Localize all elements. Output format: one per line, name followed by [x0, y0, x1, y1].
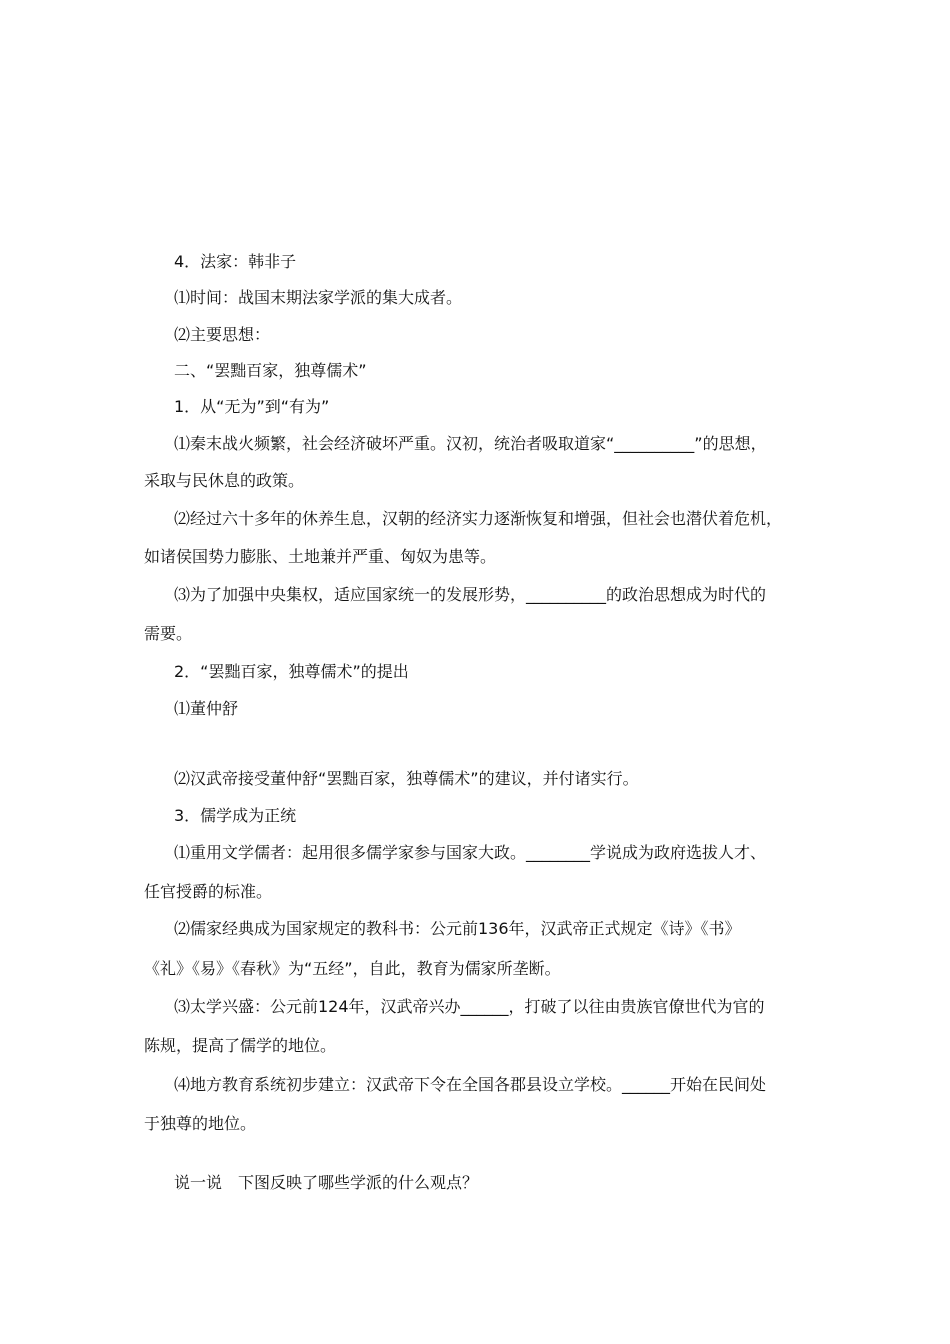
paragraph-local-education-line2: 于独尊的地位。 [144, 1114, 257, 1133]
paragraph-qin-end-line1: ⑴秦末战火频繁，社会经济破坏严重。汉初，统治者吸取道家“__________”的思想， [174, 434, 767, 453]
paragraph-literati-line1: ⑴重用文学儒者：起用很多儒学家参与国家大政。________学说成为政府选拔人才、 [174, 843, 767, 862]
paragraph-taixue-line1: ⑶太学兴盛：公元前124年，汉武帝兴办______，打破了以往由贵族官僚世代为官的 [174, 997, 765, 1016]
paragraph-dong-zhongshu: ⑴董仲舒 [174, 699, 239, 718]
paragraph-centralization-line1: ⑶为了加强中央集权，适应国家统一的发展形势，__________的政治思想成为时代的 [174, 585, 767, 604]
subheading-orthodoxy: 3．儒学成为正统 [174, 806, 297, 825]
paragraph-local-education-line1: ⑷地方教育系统初步建立：汉武帝下令在全国各郡县设立学校。______开始在民间处 [174, 1075, 767, 1094]
paragraph-sixty-years-line1: ⑵经过六十多年的休养生息，汉朝的经济实力逐渐恢复和增强，但社会也潜伏着危机， [174, 509, 783, 528]
paragraph-han-feizi-time: ⑴时间：战国末期法家学派的集大成者。 [174, 288, 463, 307]
paragraph-centralization-line2: 需要。 [144, 624, 193, 643]
paragraph-classics-line1: ⑵儒家经典成为国家规定的教科书：公元前136年，汉武帝正式规定《诗》《书》 [174, 919, 741, 938]
discussion-prompt: 说一说 下图反映了哪些学派的什么观点？ [174, 1173, 479, 1192]
paragraph-literati-line2: 任官授爵的标准。 [144, 882, 273, 901]
subheading-wuwei-to-youwei: 1．从“无为”到“有为” [174, 397, 330, 416]
heading-legalist-han-feizi: 4．法家：韩非子 [174, 252, 297, 271]
paragraph-emperor-wu-accepts: ⑵汉武帝接受董仲舒“罢黜百家，独尊儒术”的建议，并付诸实行。 [174, 769, 639, 788]
paragraph-sixty-years-line2: 如诸侯国势力膨胀、土地兼并严重、匈奴为患等。 [144, 547, 497, 566]
section-heading-confucianism: 二、“罢黜百家，独尊儒术” [174, 361, 367, 380]
paragraph-qin-end-line2: 采取与民休息的政策。 [144, 471, 305, 490]
paragraph-taixue-line2: 陈规，提高了儒学的地位。 [144, 1036, 337, 1055]
paragraph-classics-line2: 《礼》《易》《春秋》为“五经”，自此，教育为儒家所垄断。 [144, 959, 561, 978]
paragraph-main-thought: ⑵主要思想： [174, 325, 271, 344]
subheading-proposal: 2．“罢黜百家，独尊儒术”的提出 [174, 662, 409, 681]
